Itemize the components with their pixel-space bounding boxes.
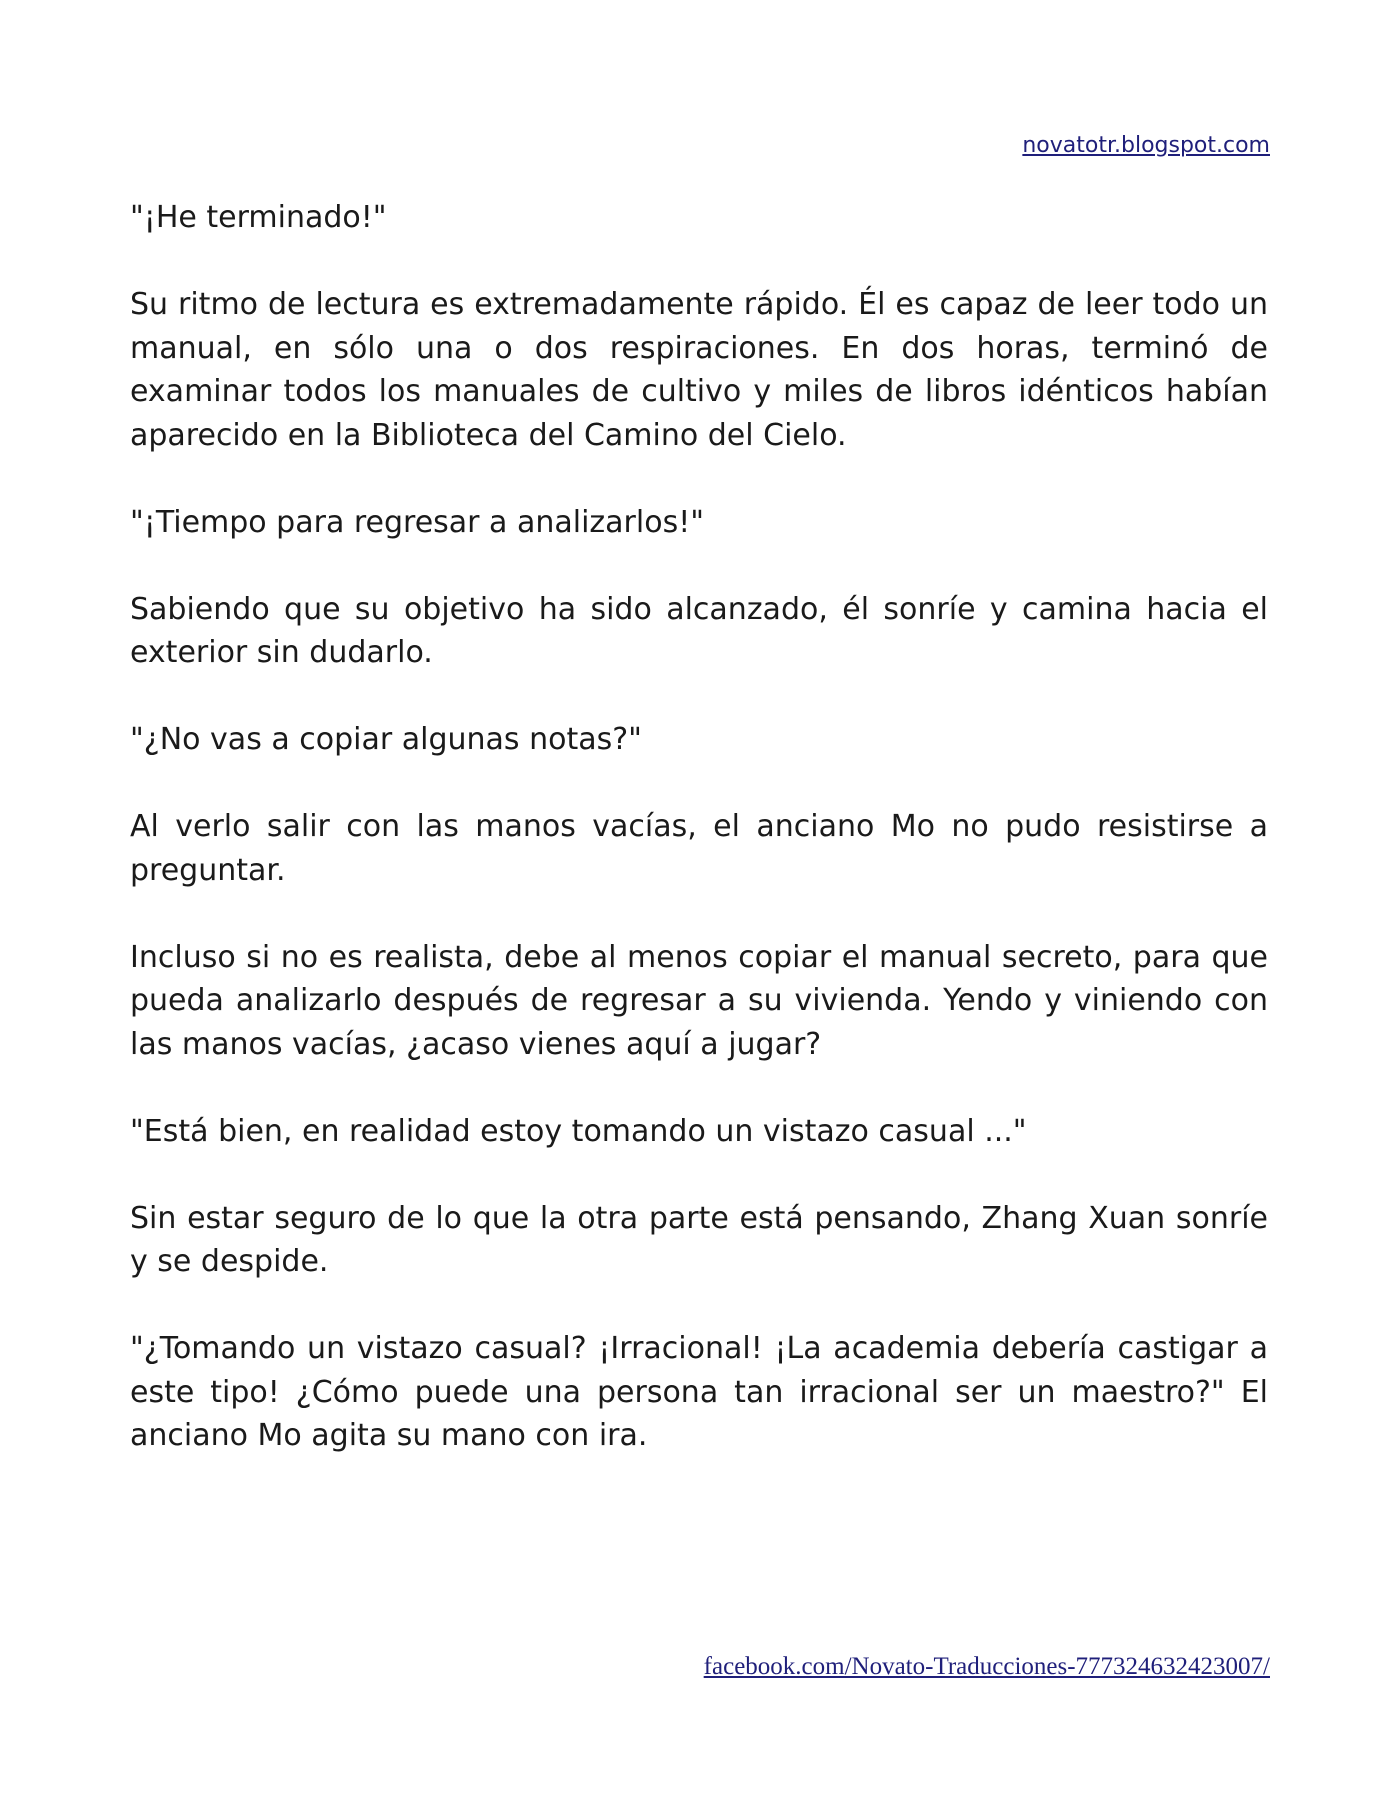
document-body — [130, 196, 1268, 1501]
paragraph-6: Al verlo salir con las manos vacías, el anciano Mo no pudo resistirse a preguntar. — [130, 809, 1268, 888]
paragraph-7: Incluso si no es realista, debe al menos copiar el manual secreto, para que pueda analizarlo después de regresar a su vivienda. Yendo y viniendo con las manos vacías, ¿acaso vienes aquí a jugar? — [130, 939, 1268, 1062]
paragraph-3: "¡Tiempo para regresar a analizarlos!" — [130, 504, 705, 540]
paragraph-9: Sin estar seguro de lo que la otra parte está pensando, Zhang Xuan sonríe y se despide. — [130, 1200, 1268, 1279]
paragraph-5: "¿No vas a copiar algunas notas?" — [130, 722, 642, 757]
facebook-link[interactable]: facebook.com/Novato-Traducciones-777324632423007/ — [703, 1653, 1270, 1680]
blog-link[interactable]: novatotr.blogspot.com — [1022, 133, 1270, 158]
paragraph-10: "¿Tomando un vistazo casual? ¡Irracional! ¡La academia debería castigar a este tipo! ¿Cómo puede una persona tan irracional ser un maestro?" El anciano Mo agita su mano con ira. — [130, 1331, 1268, 1453]
paragraph-2: Su ritmo de lectura es extremadamente rápido. Él es capaz de leer todo un manual, en sólo una o dos respiraciones. En dos horas, terminó de examinar todos los manuales de cultivo y miles de libros idénticos habían aparecido en la Biblioteca del Camino del Cielo. — [130, 287, 1268, 453]
paragraph-8: "Está bien, en realidad estoy tomando un vistazo casual ..." — [130, 1113, 1027, 1149]
paragraph-4: Sabiendo que su objetivo ha sido alcanzado, él sonríe y camina hacia el exterior sin dudarlo. — [130, 591, 1268, 670]
paragraph-1: "¡He terminado!" — [130, 200, 387, 235]
